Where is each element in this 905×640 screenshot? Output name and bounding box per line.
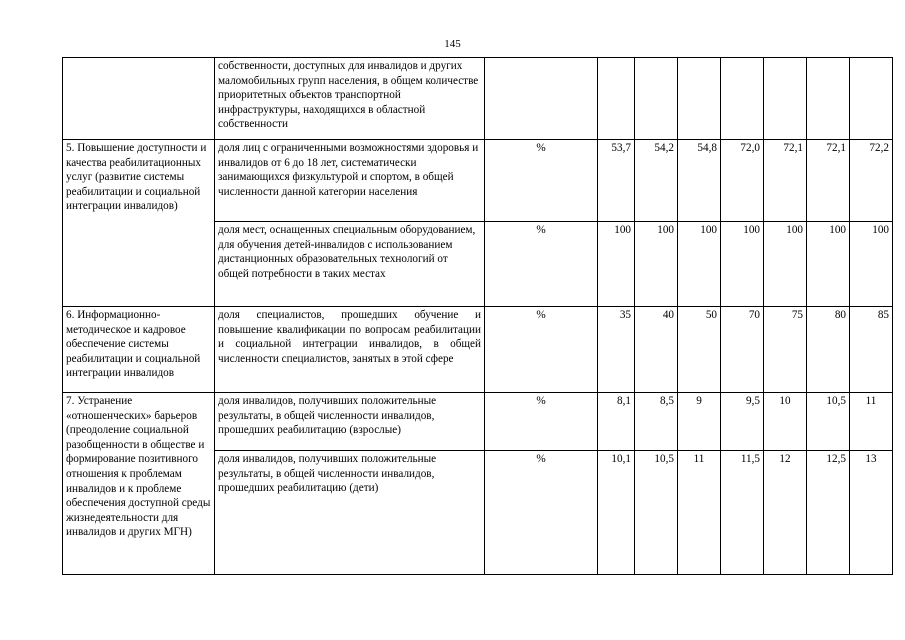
table-row: [63, 140, 893, 222]
value-cell: 8,5: [635, 393, 678, 451]
value-cell: 100: [678, 222, 721, 307]
unit-cell: [485, 58, 598, 140]
value-cell: 72,2: [850, 140, 893, 222]
value-cell: 9: [678, 393, 721, 451]
value-cell: 10: [764, 393, 807, 451]
value-cell: 85: [850, 307, 893, 393]
unit-cell: %: [485, 451, 598, 575]
value-cell: 10,5: [807, 393, 850, 451]
value-cell: 12,5: [807, 451, 850, 575]
value-cell: 54,8: [678, 140, 721, 222]
indicator-cell: доля мест, оснащенных специальным оборудованием, для обучения детей-инвалидов с использованием дистанционных образовательных технологий от общей потребности в таких местах: [215, 222, 485, 307]
page-number: 145: [444, 38, 461, 50]
value-cell: 72,1: [807, 140, 850, 222]
value-cell: 12: [764, 451, 807, 575]
value-cell: 80: [807, 307, 850, 393]
table-row: [63, 307, 893, 393]
indicator-cell: доля специалистов, прошедших обучение и повышение квалификации по вопросам реабилитации и социальной интеграции инвалидов, в общей численности специалистов, занятых в этой сфере: [215, 307, 485, 393]
unit-cell: %: [485, 140, 598, 222]
value-cell: 11: [850, 393, 893, 451]
indicator-cell: доля инвалидов, получивших положительные результаты, в общей численности инвалидов, прошедших реабилитацию (дети): [215, 451, 485, 575]
value-cell: 40: [635, 307, 678, 393]
value-cell: 53,7: [598, 140, 635, 222]
value-cell: [598, 58, 635, 140]
area-cell: [63, 58, 215, 140]
value-cell: 75: [764, 307, 807, 393]
unit-cell: %: [485, 393, 598, 451]
value-cell: 9,5: [721, 393, 764, 451]
value-cell: 8,1: [598, 393, 635, 451]
value-cell: 100: [721, 222, 764, 307]
value-cell: 100: [764, 222, 807, 307]
value-cell: [850, 58, 893, 140]
value-cell: 10,5: [635, 451, 678, 575]
value-cell: [764, 58, 807, 140]
value-cell: 100: [850, 222, 893, 307]
value-cell: 100: [598, 222, 635, 307]
area-cell: 6. Информационно-методическое и кадровое обеспечение системы реабилитации и социальной интеграции инвалидов: [63, 307, 215, 393]
value-cell: 54,2: [635, 140, 678, 222]
value-cell: 35: [598, 307, 635, 393]
table-row: [63, 393, 893, 451]
unit-cell: %: [485, 307, 598, 393]
indicators-table: [62, 57, 893, 575]
area-cell: 5. Повышение доступности и качества реабилитационных услуг (развитие системы реабилитации и социальной интеграции инвалидов): [63, 140, 215, 307]
value-cell: 10,1: [598, 451, 635, 575]
value-cell: 70: [721, 307, 764, 393]
value-cell: [635, 58, 678, 140]
value-cell: 11: [678, 451, 721, 575]
value-cell: 72,1: [764, 140, 807, 222]
value-cell: [721, 58, 764, 140]
value-cell: 100: [635, 222, 678, 307]
value-cell: 72,0: [721, 140, 764, 222]
indicator-cell: доля инвалидов, получивших положительные результаты, в общей численности инвалидов, прошедших реабилитацию (взрослые): [215, 393, 485, 451]
indicator-cell: собственности, доступных для инвалидов и других маломобильных групп населения, в общем количестве приоритетных объектов транспортной инфраструктуры, находящихся в областной собственности: [215, 58, 485, 140]
unit-cell: %: [485, 222, 598, 307]
area-cell: 7. Устранение «отношенческих» барьеров (преодоление социальной разобщенности в обществе и формирование позитивного отношения к проблемам инвалидов и к проблеме обеспечения доступной среды жизнедеятельности для инвалидов и других МГН): [63, 393, 215, 575]
value-cell: 100: [807, 222, 850, 307]
value-cell: 13: [850, 451, 893, 575]
indicator-cell: доля лиц с ограниченными возможностями здоровья и инвалидов от 6 до 18 лет, систематически занимающихся физкультурой и спортом, в общей численности данной категории населения: [215, 140, 485, 222]
value-cell: [678, 58, 721, 140]
value-cell: [807, 58, 850, 140]
value-cell: 50: [678, 307, 721, 393]
table-row: [63, 58, 893, 140]
value-cell: 11,5: [721, 451, 764, 575]
